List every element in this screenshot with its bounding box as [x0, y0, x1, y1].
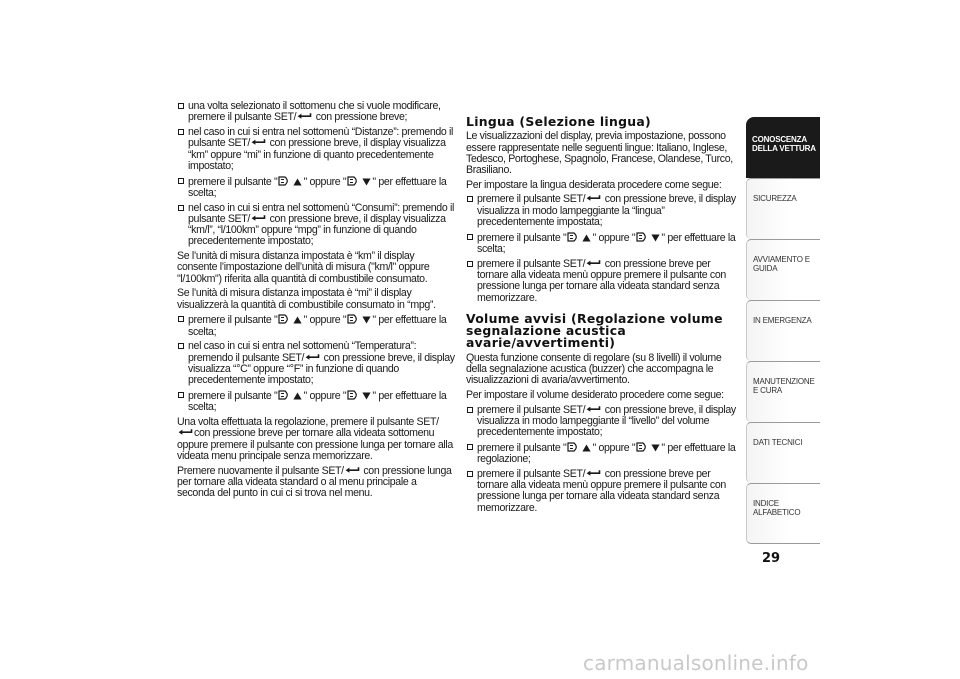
- tab-indice-alfabetico[interactable]: [746, 483, 820, 544]
- paragraph: [466, 131, 736, 176]
- bullet-item: [177, 314, 455, 338]
- text-run: Per impostare il volume desiderato procedere come segue:: [466, 388, 724, 401]
- text-run: " oppure ": [592, 441, 636, 454]
- text-run: " per effettuare la scelta;: [188, 314, 447, 338]
- text-run: " per effettuare la scelta;: [188, 389, 447, 414]
- text-run: Per impostare la lingua desiderata procedere come segue:: [466, 178, 722, 191]
- scroll-button-icon: [278, 176, 291, 186]
- text-run: Questa funzione consente di regolare (su 8 livelli) il volume della segnalazione acustica (buzzer) che accompagna le visualizzazioni di avaria/avvertimento.: [466, 351, 722, 387]
- set-return-icon: [305, 353, 320, 362]
- paragraph: [466, 353, 736, 387]
- tab-label: IN EMERGENZA: [753, 316, 812, 325]
- text-run: con pressione breve, il display visualizza “km” oppure “mi” in funzione di quanto precedentemente impostato;: [188, 137, 446, 172]
- text-run: Se l’unità di misura distanza impostata è “mi” il display visualizzerà la quantità di combustibile consumato in “mpg”.: [177, 287, 436, 311]
- paragraph: [177, 417, 455, 462]
- paragraph: [177, 466, 455, 500]
- text-run: premere il pulsante SET/: [477, 193, 586, 206]
- up-triangle-icon: [293, 178, 302, 186]
- tab-sicurezza[interactable]: [746, 178, 820, 239]
- scroll-button-icon: [278, 390, 291, 400]
- scroll-button-icon: [636, 232, 649, 242]
- text-run: premere il pulsante SET/: [477, 403, 586, 416]
- section-tabs: [746, 117, 820, 544]
- scroll-button-icon: [347, 314, 360, 324]
- bullet-item: [177, 390, 455, 414]
- set-return-icon: [345, 466, 360, 475]
- text-run: premere il pulsante ": [188, 175, 278, 188]
- up-triangle-icon: [582, 234, 591, 242]
- tab-dati-tecnici[interactable]: [746, 422, 820, 483]
- bullet-item: [177, 127, 455, 172]
- up-triangle-icon: [293, 392, 302, 400]
- tab-label: SICUREZZA: [753, 194, 797, 203]
- scroll-button-icon: [567, 442, 580, 452]
- set-return-icon: [586, 194, 601, 203]
- text-run: " oppure ": [303, 175, 347, 188]
- scroll-button-icon: [278, 314, 291, 324]
- text-run: con pressione breve per tornare alla videata sottomenu oppure premere il pulsante con pressione lunga per tornare alla videata menu principale senza memorizzare.: [177, 427, 453, 462]
- down-triangle-icon: [362, 178, 371, 186]
- tab-manutenzione-e-cura[interactable]: [746, 361, 820, 422]
- paragraph: [466, 180, 736, 191]
- scroll-button-icon: [347, 390, 360, 400]
- bullet-item: [177, 176, 455, 200]
- text-run: premere il pulsante ": [188, 389, 278, 402]
- tab-in-emergenza[interactable]: [746, 300, 820, 361]
- scroll-button-icon: [567, 232, 580, 242]
- bullet-item: [466, 405, 736, 439]
- section-heading: [466, 310, 736, 351]
- tab-conoscenza-della-vettura[interactable]: [746, 117, 820, 178]
- text-run: con pressione breve per tornare alla videata menù oppure premere il pulsante con pressione lunga per tornare alla videata standard senza memorizzare.: [477, 467, 726, 514]
- text-run: Le visualizzazioni del display, previa impostazione, possono essere rappresentate nelle seguenti lingue: Italiano, Inglese, Tedesco, Portoghese, Spagnolo, Francese, Olandese, Turco, Brasiliano.: [466, 130, 733, 177]
- tab-avviamento-e-guida[interactable]: [746, 239, 820, 300]
- text-run: premere il pulsante ": [188, 314, 278, 327]
- text-run: nel caso in cui si entra nel sottomenù “Consumi”: premendo il pulsante SET/: [188, 201, 454, 225]
- tab-label: INDICE ALFABETICO: [753, 499, 801, 517]
- text-run: una volta selezionato il sottomenu che si vuole modificare, premere il pulsante SET/: [188, 100, 441, 124]
- text-run: " oppure ": [303, 314, 347, 327]
- bullet-item: [177, 341, 455, 386]
- tab-label: AVVIAMENTO E GUIDA: [753, 255, 810, 273]
- text-run: Volume avvisi (Regolazione volume segnalazione acustica avarie/avvertimenti): [466, 310, 723, 351]
- text-run: Se l’unità di misura distanza impostata è “km” il display consente l’impostazione dell’unità di misura ("km/l" oppure "l/100km") riferita alla quantità di combustibile consumato.: [177, 250, 430, 285]
- tab-label: CONOSCENZA DELLA VETTURA: [752, 135, 816, 153]
- text-run: con pressione breve, il display visualizza “°C” oppure “°F” in funzione di quando precedentemente impostato;: [188, 351, 455, 387]
- text-run: con pressione breve;: [313, 111, 408, 124]
- set-return-icon: [586, 405, 601, 414]
- down-triangle-icon: [362, 392, 371, 400]
- paragraph: [177, 288, 455, 311]
- text-run: con pressione lunga per tornare alla videata standard o al menu principale a seconda del punto in cui ci si trova nel menu.: [177, 464, 452, 500]
- text-run: con pressione breve per tornare alla videata menù oppure premere il pulsante con pressione lunga per tornare alla videata standard senza memorizzare.: [477, 257, 726, 304]
- text-run: con pressione breve, il display visualizza “km/l”, “l/100km” oppure “mpg” in funzione di quando precedentemente impostato;: [188, 212, 446, 248]
- tab-label: DATI TECNICI: [753, 438, 803, 447]
- paragraph: [466, 390, 736, 401]
- left-column: [177, 101, 455, 503]
- set-return-icon: [586, 259, 601, 268]
- set-return-icon: [178, 428, 193, 437]
- tab-label: MANUTENZIONE E CURA: [753, 377, 815, 395]
- bullet-item: [466, 194, 736, 228]
- text-run: con pressione breve, il display visualizza in modo lampeggiante la “lingua” precedentemente impostata;: [477, 193, 736, 229]
- text-run: premere il pulsante SET/: [477, 467, 586, 480]
- text-run: Lingua (Selezione lingua): [466, 114, 652, 129]
- text-run: " per effettuare la scelta;: [188, 175, 447, 199]
- text-run: premere il pulsante ": [477, 231, 567, 244]
- up-triangle-icon: [293, 316, 302, 324]
- set-return-icon: [251, 138, 266, 147]
- text-run: " per effettuare la scelta;: [477, 231, 736, 256]
- down-triangle-icon: [651, 444, 660, 452]
- watermark: carmanualsonline.info: [583, 651, 809, 675]
- page-number: 29: [762, 551, 781, 566]
- bullet-item: [177, 203, 455, 248]
- bullet-item: [466, 232, 736, 256]
- bullet-item: [177, 101, 455, 124]
- text-run: Premere nuovamente il pulsante SET/: [177, 464, 344, 477]
- down-triangle-icon: [651, 234, 660, 242]
- text-run: nel caso in cui si entra nel sottomenù “Distanze”: premendo il pulsante SET/: [188, 125, 454, 150]
- up-triangle-icon: [582, 444, 591, 452]
- scroll-button-icon: [347, 176, 360, 186]
- bullet-item: [466, 259, 736, 304]
- down-triangle-icon: [362, 316, 371, 324]
- text-run: premere il pulsante SET/: [477, 257, 586, 270]
- text-run: premere il pulsante ": [477, 441, 567, 454]
- text-run: Una volta effettuata la regolazione, premere il pulsante SET/: [177, 415, 439, 428]
- text-run: con pressione breve, il display visualizza in modo lampeggiante il “livello” del volume precedentemente impostato;: [477, 403, 736, 439]
- right-column: [466, 116, 736, 517]
- paragraph: [177, 251, 455, 285]
- set-return-icon: [586, 469, 601, 478]
- set-return-icon: [297, 112, 312, 121]
- scroll-button-icon: [636, 442, 649, 452]
- set-return-icon: [251, 214, 266, 223]
- text-run: " per effettuare la regolazione;: [477, 441, 736, 466]
- text-run: " oppure ": [303, 389, 347, 402]
- text-run: nel caso in cui si entra nel sottomenù “Temperatura”: premendo il pulsante SET/: [188, 340, 417, 364]
- text-run: " oppure ": [592, 231, 636, 244]
- bullet-item: [466, 442, 736, 466]
- bullet-item: [466, 469, 736, 514]
- section-heading: [466, 116, 736, 128]
